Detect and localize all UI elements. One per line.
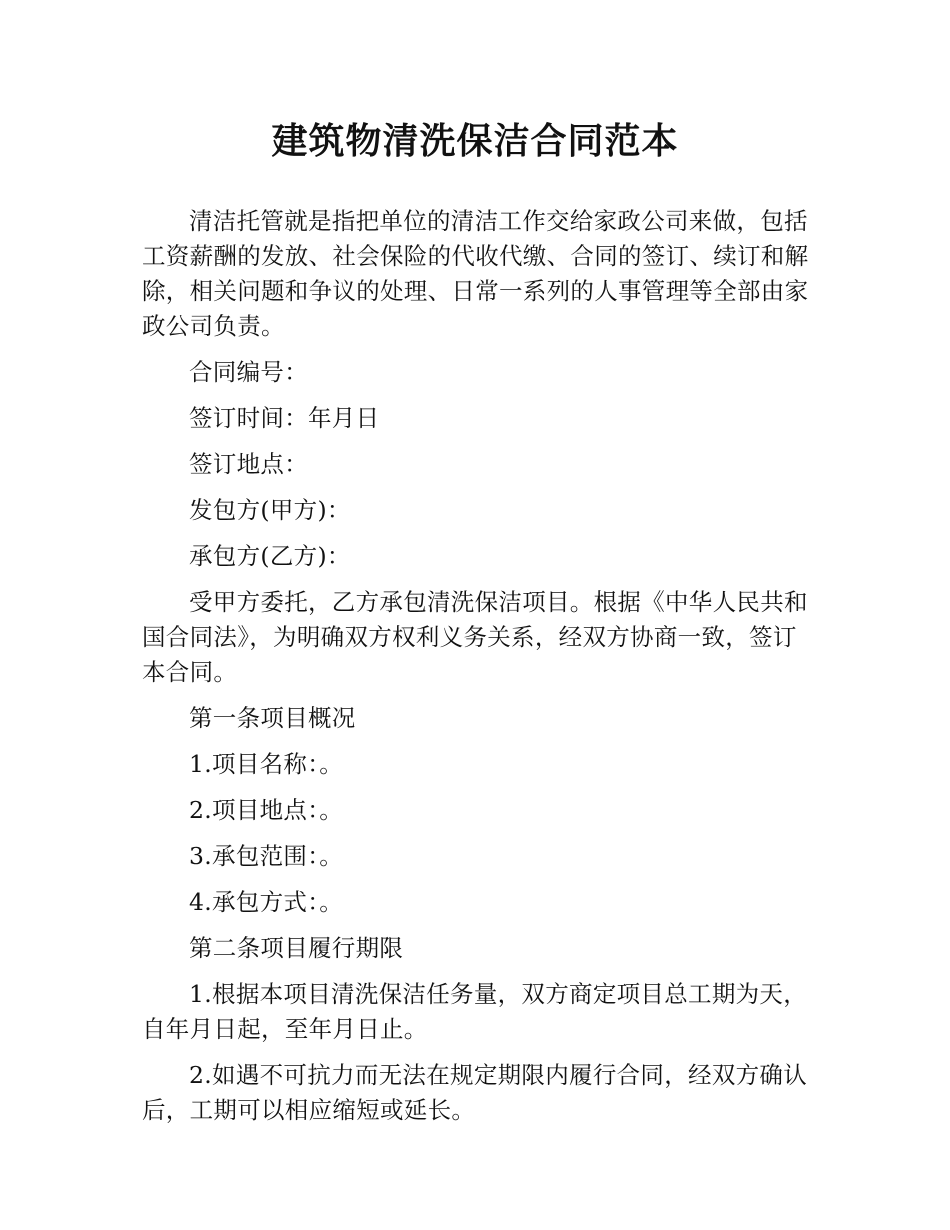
signing-place-field: 签订地点：	[189, 450, 308, 478]
contract-number-field: 合同编号：	[189, 358, 308, 386]
party-b-field: 承包方(乙方)：	[189, 542, 351, 570]
article-1-item-4: 4.承包方式：。	[189, 888, 344, 916]
article-2-item-1: 1.根据本项目清洗保洁任务量，双方商定项目总工期为天，自年月日起，至年月日止。	[142, 980, 808, 1043]
article-2-item-2: 2.如遇不可抗力而无法在规定期限内履行合同，经双方确认后，工期可以相应缩短或延长。	[142, 1061, 808, 1124]
document-title: 建筑物清洗保洁合同范本	[271, 121, 679, 162]
intro-paragraph: 清洁托管就是指把单位的清洁工作交给家政公司来做，包括工资薪酬的发放、社会保险的代收代缴、合同的签订、续订和解除，相关问题和争议的处理、日常一系列的人事管理等全部由家政公司负责。	[142, 207, 809, 340]
article-1-item-3: 3.承包范围：。	[189, 842, 344, 870]
article-2-heading: 第二条项目履行期限	[189, 934, 404, 962]
article-1-item-1: 1.项目名称：。	[189, 750, 344, 778]
document-body	[142, 204, 818, 1139]
preamble-paragraph: 受甲方委托，乙方承包清洗保洁项目。根据《中华人民共和国合同法》，为明确双方权利义务关系，经双方协商一致，签订本合同。	[142, 588, 808, 686]
article-1-heading: 第一条项目概况	[189, 704, 356, 732]
party-a-field: 发包方(甲方)：	[189, 496, 351, 524]
signing-date-field: 签订时间：年月日	[189, 404, 380, 432]
article-1-item-2: 2.项目地点：。	[189, 796, 344, 824]
